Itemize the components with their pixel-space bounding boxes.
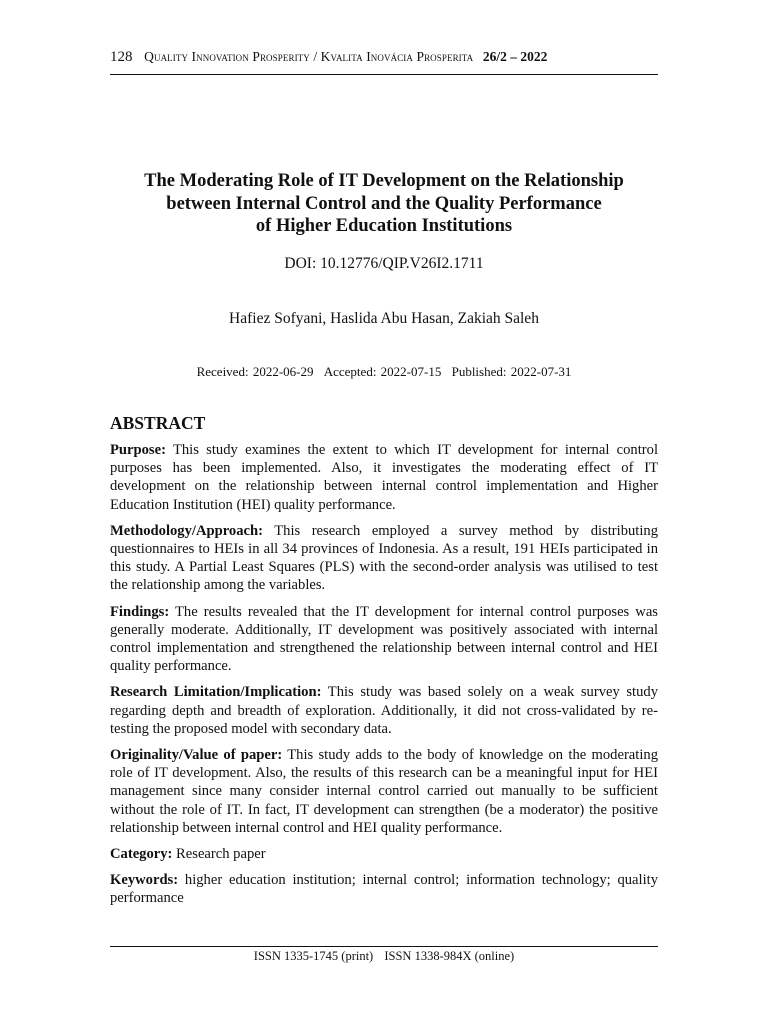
section-label: Category: xyxy=(110,846,173,863)
footer-issn xyxy=(110,949,658,964)
section-label: Originality/Value of paper: xyxy=(110,747,283,764)
journal-issue: 26/2 – 2022 xyxy=(482,49,548,64)
doi: DOI: 10.12776/QIP.V26I2.1711 xyxy=(284,255,484,272)
abstract-category xyxy=(110,845,658,863)
abstract-findings xyxy=(110,603,658,676)
section-text: The results revealed that the IT development for internal control purposes was generally moderate. Additionally, IT development was positively associated with internal control implementation and strengthened the relationship between internal control and HEI quality performance. xyxy=(110,603,658,675)
section-text: higher education institution; internal control; information technology; quality performance xyxy=(110,872,658,907)
abstract-keywords xyxy=(110,871,658,907)
section-text: This study examines the extent to which IT development for internal control purposes has been implemented. Also, it investigates the moderating effect of IT development on the relationship between internal control implementation and Higher Education Institution (HEI) quality performance. xyxy=(110,442,658,513)
section-label: Research Limitation/Implication: xyxy=(110,684,322,701)
author-list: Hafiez Sofyani, Haslida Abu Hasan, Zakiah Saleh xyxy=(229,310,539,327)
title-line: of Higher Education Institutions xyxy=(255,216,513,236)
section-label: Findings: xyxy=(110,603,170,620)
abstract-methodology xyxy=(110,522,658,595)
section-label: Keywords: xyxy=(110,872,179,889)
section-text: This study adds to the body of knowledge on the moderating role of IT development. Also, the results of this research can be a meaningful input for HEI management since many consider internal control carried out manually to be sufficient without the role of IT. In fact, IT development can strengthen (be a moderator) the positive relationship between internal control and HEI quality performance. xyxy=(110,747,658,836)
accepted-date: Accepted: 2022-07-15 xyxy=(323,364,442,379)
abstract-originality xyxy=(110,746,658,837)
title-line: between Internal Control and the Quality Performance xyxy=(166,193,602,214)
received-date: Received: 2022-06-29 xyxy=(196,364,314,379)
publication-dates xyxy=(100,364,668,380)
abstract-purpose xyxy=(110,441,658,514)
section-text: This research employed a survey method by distributing questionnaires to HEIs in all 34 provinces of Indonesia. As a result, 191 HEIs participated in this study. A Partial Least Squares (PLS) with the second-order analysis was utilised to test the relationship among the variables. xyxy=(110,522,658,594)
issn-online: ISSN 1338-984X (online) xyxy=(384,949,515,963)
published-date: Published: 2022-07-31 xyxy=(451,364,572,379)
abstract-heading: ABSTRACT xyxy=(110,413,206,433)
abstract-body xyxy=(110,441,658,916)
page-number: 128 xyxy=(110,49,133,65)
issn-print: ISSN 1335-1745 (print) xyxy=(253,949,374,963)
article-title xyxy=(100,170,668,238)
header-divider xyxy=(110,74,658,75)
section-text: This study was based solely on a weak survey study regarding depth and breadth of exploration. Additionally, it did not cross-validated by re-testing the proposed model with secondary data. xyxy=(110,684,658,737)
running-header xyxy=(110,49,658,66)
abstract-limitation xyxy=(110,683,658,738)
footer-divider xyxy=(110,946,658,947)
title-line: The Moderating Role of IT Development on the Relationship xyxy=(144,171,624,191)
journal-name: Quality Innovation Prosperity / Kvalita Inovácia Prosperita xyxy=(144,49,474,64)
section-label: Purpose: xyxy=(110,442,166,458)
section-text: Research paper xyxy=(172,846,266,863)
section-label: Methodology/Approach: xyxy=(110,522,263,539)
